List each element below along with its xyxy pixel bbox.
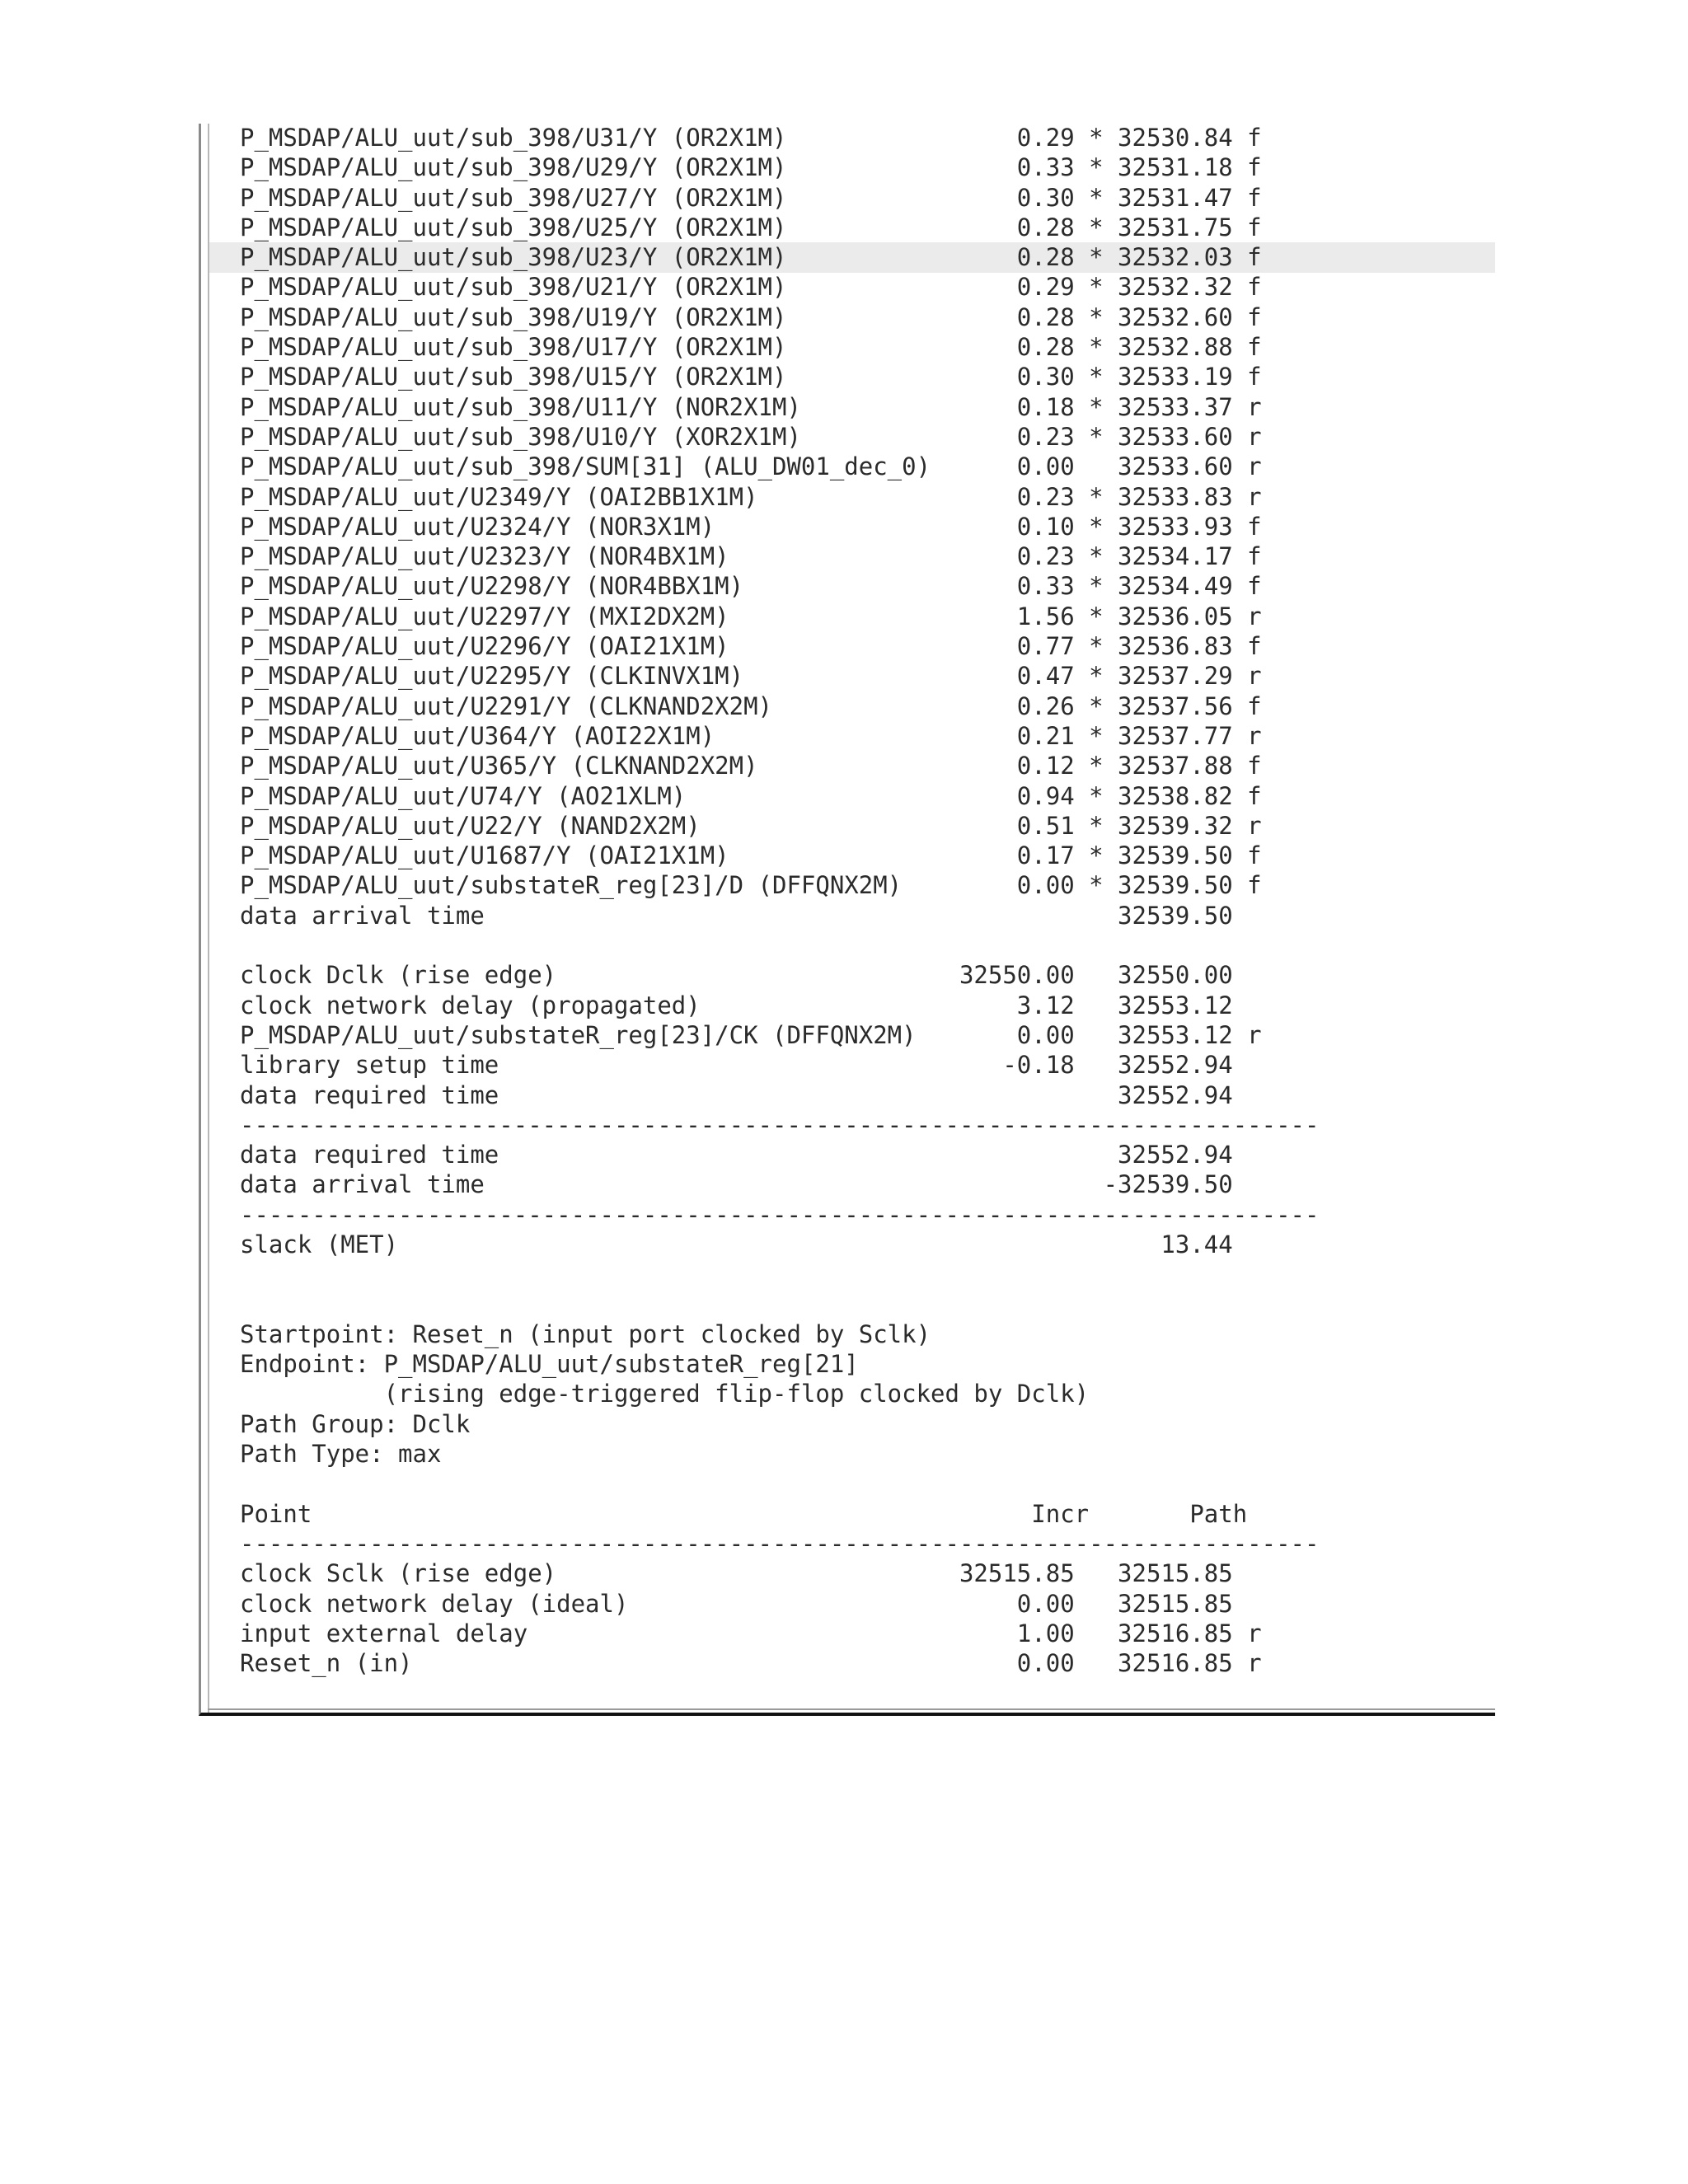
report-line[interactable]: data required time 32552.94 [240,1141,1233,1169]
report-line[interactable]: P_MSDAP/ALU_uut/U2291/Y (CLKNAND2X2M) 0.26 * 32537.56 f [240,691,1262,720]
report-line[interactable]: P_MSDAP/ALU_uut/sub_398/U11/Y (NOR2X1M) 0.18 * 32533.37 r [240,392,1262,421]
report-line[interactable]: P_MSDAP/ALU_uut/U22/Y (NAND2X2M) 0.51 * 32539.32 r [240,811,1262,840]
report-line[interactable]: P_MSDAP/ALU_uut/U364/Y (AOI22X1M) 0.21 * 32537.77 r [240,721,1262,750]
report-line[interactable]: P_MSDAP/ALU_uut/sub_398/U25/Y (OR2X1M) 0.28 * 32531.75 f [240,213,1262,241]
report-line[interactable]: slack (MET) 13.44 [240,1230,1233,1258]
timing-report-text [209,124,1495,1679]
report-line[interactable]: P_MSDAP/ALU_uut/sub_398/U17/Y (OR2X1M) 0.28 * 32532.88 f [240,333,1262,362]
report-line[interactable]: P_MSDAP/ALU_uut/U2323/Y (NOR4BX1M) 0.23 * 32534.17 f [240,542,1262,571]
report-line[interactable]: data arrival time 32539.50 [240,901,1233,930]
report-viewer [199,124,1495,1716]
report-line[interactable]: Path Type: max [240,1440,442,1469]
report-line[interactable]: P_MSDAP/ALU_uut/U2297/Y (MXI2DX2M) 1.56 * 32536.05 r [240,602,1262,630]
report-line[interactable]: --------------------------------------------------------------------------- [240,1529,1320,1558]
report-line[interactable] [209,930,1495,961]
report-line[interactable]: data arrival time -32539.50 [240,1170,1233,1199]
report-line[interactable]: P_MSDAP/ALU_uut/sub_398/U31/Y (OR2X1M) 0.29 * 32530.84 f [240,124,1262,152]
report-line[interactable] [209,1469,1495,1499]
report-line[interactable]: P_MSDAP/ALU_uut/sub_398/U27/Y (OR2X1M) 0.30 * 32531.47 f [240,183,1262,212]
report-line[interactable]: Path Group: Dclk [240,1409,471,1438]
report-line[interactable]: --------------------------------------------------------------------------- [240,1110,1320,1139]
report-line[interactable]: Startpoint: Reset_n (input port clocked by Sclk) [240,1319,931,1348]
report-line[interactable]: clock network delay (propagated) 3.12 32553.12 [240,991,1233,1019]
report-line[interactable]: P_MSDAP/ALU_uut/sub_398/SUM[31] (ALU_DW01_dec_0) 0.00 32533.60 r [240,452,1262,481]
report-line-selected[interactable]: P_MSDAP/ALU_uut/sub_398/U23/Y (OR2X1M) 0.28 * 32532.03 f [209,242,1495,273]
report-line[interactable]: P_MSDAP/ALU_uut/substateR_reg[23]/D (DFFQNX2M) 0.00 * 32539.50 f [240,871,1262,900]
report-line[interactable]: clock network delay (ideal) 0.00 32515.85 [240,1589,1233,1618]
report-line[interactable]: clock Sclk (rise edge) 32515.85 32515.85 [240,1559,1233,1588]
viewer-bottom-border [208,1708,1495,1710]
report-line[interactable]: P_MSDAP/ALU_uut/sub_398/U21/Y (OR2X1M) 0.29 * 32532.32 f [240,273,1262,302]
report-line[interactable] [209,1259,1495,1290]
report-line[interactable]: P_MSDAP/ALU_uut/U2296/Y (OAI21X1M) 0.77 * 32536.83 f [240,632,1262,661]
report-line[interactable]: P_MSDAP/ALU_uut/U2298/Y (NOR4BBX1M) 0.33 * 32534.49 f [240,572,1262,601]
report-line[interactable]: library setup time -0.18 32552.94 [240,1051,1233,1080]
report-line[interactable]: P_MSDAP/ALU_uut/sub_398/U29/Y (OR2X1M) 0.33 * 32531.18 f [240,153,1262,182]
report-line[interactable]: clock Dclk (rise edge) 32550.00 32550.00 [240,961,1233,990]
report-line[interactable]: Endpoint: P_MSDAP/ALU_uut/substateR_reg[21] [240,1350,859,1379]
report-line[interactable]: data required time 32552.94 [240,1080,1233,1109]
report-line[interactable]: P_MSDAP/ALU_uut/U74/Y (AO21XLM) 0.94 * 32538.82 f [240,781,1262,810]
report-line[interactable]: P_MSDAP/ALU_uut/U2324/Y (NOR3X1M) 0.10 * 32533.93 f [240,512,1262,541]
report-line[interactable]: P_MSDAP/ALU_uut/sub_398/U15/Y (OR2X1M) 0.30 * 32533.19 f [240,363,1262,391]
report-line[interactable]: P_MSDAP/ALU_uut/U2295/Y (CLKINVX1M) 0.47 * 32537.29 r [240,662,1262,691]
report-line[interactable]: (rising edge-triggered flip-flop clocked by Dclk) [240,1380,1090,1408]
report-line[interactable]: P_MSDAP/ALU_uut/U2349/Y (OAI2BB1X1M) 0.23 * 32533.83 r [240,482,1262,511]
report-line[interactable]: Point Incr Path [240,1499,1248,1528]
report-scroll-area[interactable] [209,124,1495,1708]
report-line[interactable]: P_MSDAP/ALU_uut/U365/Y (CLKNAND2X2M) 0.12 * 32537.88 f [240,752,1262,780]
report-line[interactable]: P_MSDAP/ALU_uut/sub_398/U10/Y (XOR2X1M) 0.23 * 32533.60 r [240,422,1262,451]
report-line[interactable]: P_MSDAP/ALU_uut/sub_398/U19/Y (OR2X1M) 0.28 * 32532.60 f [240,302,1262,331]
report-line[interactable] [209,1290,1495,1320]
report-line[interactable]: input external delay 1.00 32516.85 r [240,1619,1262,1647]
report-line[interactable]: --------------------------------------------------------------------------- [240,1200,1320,1229]
report-line[interactable]: Reset_n (in) 0.00 32516.85 r [240,1649,1262,1678]
report-line[interactable]: P_MSDAP/ALU_uut/U1687/Y (OAI21X1M) 0.17 * 32539.50 f [240,841,1262,870]
report-line[interactable]: P_MSDAP/ALU_uut/substateR_reg[23]/CK (DFFQNX2M) 0.00 32553.12 r [240,1020,1262,1049]
